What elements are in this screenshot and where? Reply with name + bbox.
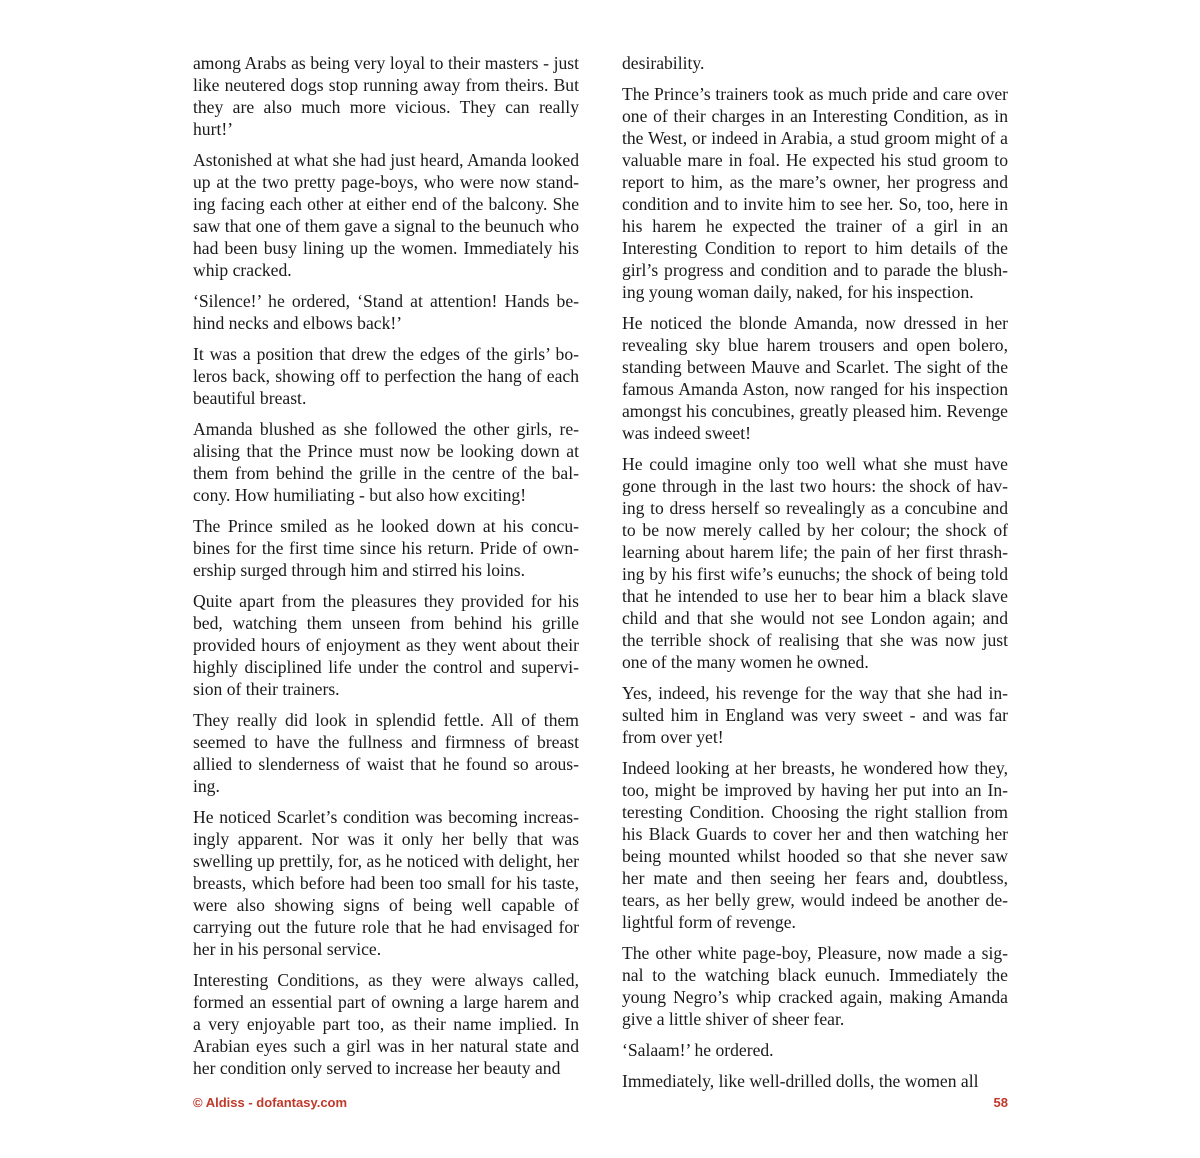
paragraph: Yes, indeed, his revenge for the way that she had insulted him in England was very sweet - and was far from over yet! [622, 683, 1008, 747]
paragraph: Quite apart from the pleasures they provided for his bed, watching them unseen from behind his grille provided hours of enjoyment as they went about their highly disciplined life under the control and supervision of their trainers. [193, 591, 579, 699]
paragraph: among Arabs as being very loyal to their masters - just like neutered dogs stop running away from theirs. But they are also much more vicious. They can really hurt!’ [193, 53, 579, 139]
paragraph: The Prince smiled as he looked down at his concubines for the first time since his return. Pride of ownership surged through him and stirred his loins. [193, 516, 579, 580]
right-text-column [622, 52, 1008, 1101]
paragraph: They really did look in splendid fettle. All of them seemed to have the fullness and firmness of breast allied to slenderness of waist that he found so arousing. [193, 710, 579, 796]
paragraph: Interesting Conditions, as they were always called, formed an essential part of owning a large harem and a very enjoyable part too, as their name implied. In Arabian eyes such a girl was in her natural state and her condition only served to increase her beauty and [193, 970, 579, 1078]
paragraph: ‘Salaam!’ he ordered. [622, 1040, 774, 1060]
page-number: 58 [993, 1095, 1008, 1110]
paragraph: Immediately, like well-drilled dolls, the women all [622, 1071, 979, 1091]
paragraph: Astonished at what she had just heard, Amanda looked up at the two pretty page-boys, who were now standing facing each other at either end of the balcony. She saw that one of them gave a signal to the beunuch who had been busy lining up the women. Immediately his whip cracked. [193, 150, 579, 280]
left-text-column [193, 52, 579, 1088]
paragraph: ‘Silence!’ he ordered, ‘Stand at attention! Hands behind necks and elbows back!’ [193, 291, 579, 333]
paragraph: He noticed Scarlet’s condition was becoming increasingly apparent. Nor was it only her belly that was swelling up prettily, for, as he noticed with delight, her breasts, which before had been too small for his taste, were also showing signs of being well capable of carrying out the future role that he had envisaged for her in his personal service. [193, 807, 579, 959]
paragraph: He noticed the blonde Amanda, now dressed in her revealing sky blue harem trousers and open bolero, standing between Mauve and Scarlet. The sight of the famous Amanda Aston, now ranged for his inspection amongst his concubines, greatly pleased him. Revenge was indeed sweet! [622, 313, 1008, 443]
paragraph: Indeed looking at her breasts, he wondered how they, too, might be improved by having her put into an Interesting Condition. Choosing the right stallion from his Black Guards to cover her and then watching her being mounted whilst hooded so that she never saw her mate and then seeing her fears and, doubtless, tears, as her belly grew, would indeed be another delightful form of revenge. [622, 758, 1008, 932]
paragraph: The Prince’s trainers took as much pride and care over one of their charges in an Interesting Condition, as in the West, or indeed in Arabia, a stud groom might of a valuable mare in foal. He expected his stud groom to report to him, as the mare’s owner, her progress and condition and to invite him to see her. So, too, here in his harem he expected the trainer of a girl in an Interesting Condition to report to him details of the girl’s progress and condition and to parade the blushing young woman daily, naked, for his inspection. [622, 84, 1008, 302]
footer-credit: © Aldiss - dofantasy.com [193, 1095, 348, 1110]
paragraph: The other white page-boy, Pleasure, now made a signal to the watching black eunuch. Immediately the young Negro’s whip cracked again, making Amanda give a little shiver of sheer fear. [622, 943, 1008, 1029]
paragraph: He could imagine only too well what she must have gone through in the last two hours: the shock of having to dress herself so revealingly as a concubine and to be now merely called by her colour; the shock of learning about harem life; the pain of her first thrashing by his first wife’s eunuchs; the shock of being told that he intended to use her to bear him a black slave child and that she would not see London again; and the terrible shock of realising that she was now just one of the many women he owned. [622, 454, 1008, 672]
paragraph: Amanda blushed as she followed the other girls, realising that the Prince must now be looking down at them from behind the grille in the centre of the balcony. How humiliating - but also how exciting! [193, 419, 579, 505]
paragraph: It was a position that drew the edges of the girls’ boleros back, showing off to perfection the hang of each beautiful breast. [193, 344, 579, 408]
paragraph: desirability. [622, 53, 705, 73]
